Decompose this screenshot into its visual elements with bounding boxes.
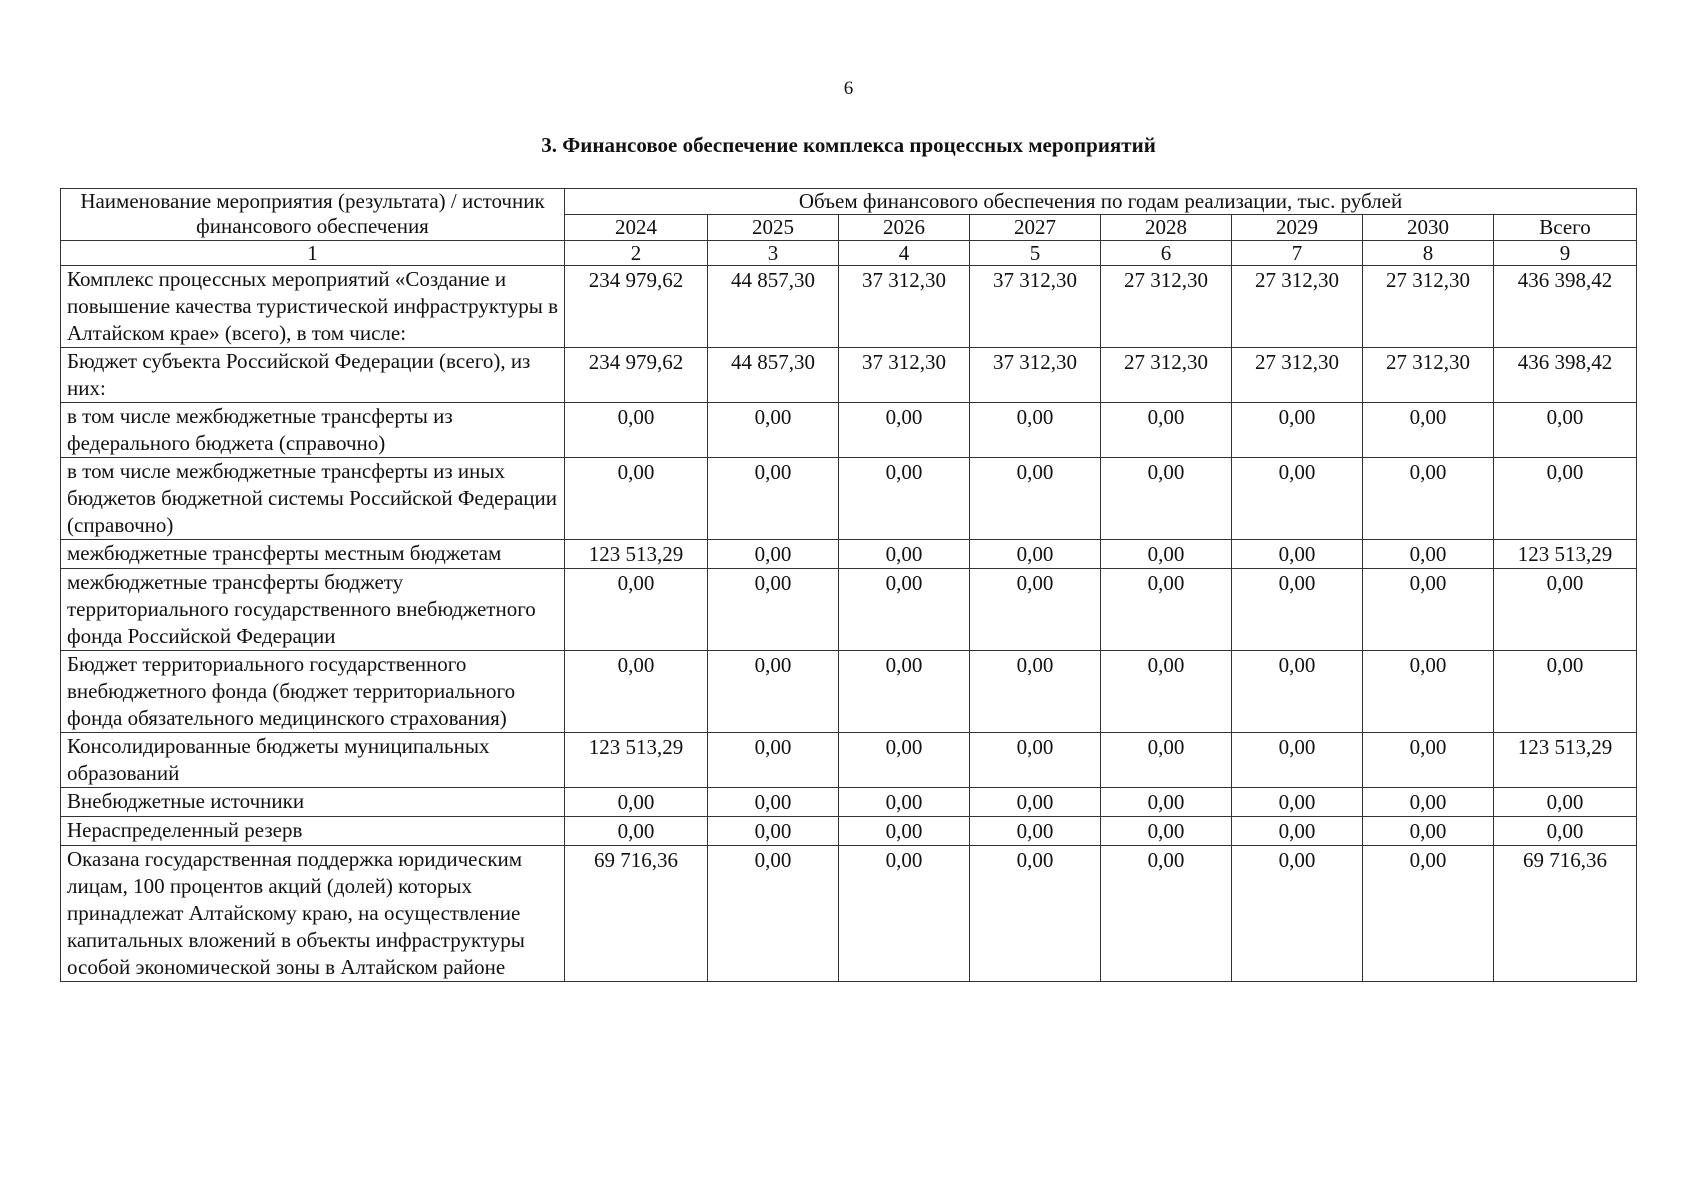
financing-table [60, 188, 1637, 982]
column-number-row [61, 241, 1637, 266]
row-value: 0,00 [1232, 569, 1363, 651]
row-value: 0,00 [565, 569, 708, 651]
column-number: 2 [565, 241, 708, 266]
row-value: 0,00 [1101, 733, 1232, 788]
row-total: 0,00 [1494, 458, 1637, 540]
row-value: 44 857,30 [708, 266, 839, 348]
row-value: 0,00 [1363, 458, 1494, 540]
row-value: 27 312,30 [1232, 348, 1363, 403]
column-number: 4 [839, 241, 970, 266]
row-value: 0,00 [1363, 569, 1494, 651]
row-value: 0,00 [839, 458, 970, 540]
row-total: 123 513,29 [1494, 733, 1637, 788]
row-value: 0,00 [565, 651, 708, 733]
header-year: 2024 [565, 215, 708, 241]
header-year: 2027 [970, 215, 1101, 241]
column-number: 6 [1101, 241, 1232, 266]
table-row [61, 788, 1637, 817]
row-name: межбюджетные трансферты бюджету территориального государственного внебюджетного фонда Российской Федерации [61, 569, 565, 651]
row-value: 0,00 [1232, 817, 1363, 846]
row-value: 27 312,30 [1363, 348, 1494, 403]
row-value: 0,00 [839, 846, 970, 982]
row-value: 123 513,29 [565, 540, 708, 569]
row-value: 0,00 [1101, 846, 1232, 982]
row-value: 234 979,62 [565, 348, 708, 403]
row-value: 0,00 [1232, 733, 1363, 788]
row-value: 0,00 [970, 651, 1101, 733]
column-number: 1 [61, 241, 565, 266]
row-value: 44 857,30 [708, 348, 839, 403]
row-value: 0,00 [970, 569, 1101, 651]
row-value: 37 312,30 [839, 266, 970, 348]
table-row [61, 540, 1637, 569]
row-value: 0,00 [970, 403, 1101, 458]
row-value: 27 312,30 [1101, 266, 1232, 348]
table-row [61, 846, 1637, 982]
row-value: 0,00 [1363, 788, 1494, 817]
row-value: 0,00 [708, 651, 839, 733]
row-value: 0,00 [565, 788, 708, 817]
row-value: 0,00 [839, 651, 970, 733]
row-value: 0,00 [1101, 540, 1232, 569]
row-value: 0,00 [1232, 458, 1363, 540]
header-year: 2026 [839, 215, 970, 241]
header-year: 2028 [1101, 215, 1232, 241]
row-value: 0,00 [970, 846, 1101, 982]
row-value: 0,00 [1363, 403, 1494, 458]
row-name: Комплекс процессных мероприятий «Создание и повышение качества туристической инфраструктуры в Алтайском крае» (всего), в том числе: [61, 266, 565, 348]
row-value: 0,00 [1363, 651, 1494, 733]
table-row [61, 651, 1637, 733]
table-row [61, 458, 1637, 540]
row-value: 0,00 [1232, 403, 1363, 458]
row-total: 0,00 [1494, 651, 1637, 733]
row-value: 0,00 [839, 540, 970, 569]
table-row [61, 569, 1637, 651]
header-name-cell: Наименование мероприятия (результата) / источник финансового обеспечения [61, 189, 565, 241]
row-value: 0,00 [1232, 540, 1363, 569]
column-number: 5 [970, 241, 1101, 266]
row-name: Консолидированные бюджеты муниципальных образований [61, 733, 565, 788]
row-value: 27 312,30 [1101, 348, 1232, 403]
row-value: 0,00 [1363, 846, 1494, 982]
row-value: 234 979,62 [565, 266, 708, 348]
row-value: 123 513,29 [565, 733, 708, 788]
row-value: 0,00 [1232, 846, 1363, 982]
row-value: 37 312,30 [839, 348, 970, 403]
row-name: Бюджет территориального государственного внебюджетного фонда (бюджет территориального фонда обязательного медицинского страхования) [61, 651, 565, 733]
row-value: 0,00 [1101, 817, 1232, 846]
table-body [61, 266, 1637, 982]
row-value: 0,00 [708, 458, 839, 540]
row-value: 0,00 [970, 540, 1101, 569]
row-value: 0,00 [1363, 733, 1494, 788]
column-number: 7 [1232, 241, 1363, 266]
column-number: 3 [708, 241, 839, 266]
row-total: 0,00 [1494, 403, 1637, 458]
row-value: 0,00 [1101, 569, 1232, 651]
row-value: 0,00 [1232, 788, 1363, 817]
row-total: 0,00 [1494, 817, 1637, 846]
header-total: Всего [1494, 215, 1637, 241]
row-value: 0,00 [565, 458, 708, 540]
row-total: 0,00 [1494, 569, 1637, 651]
row-value: 0,00 [1363, 817, 1494, 846]
row-value: 0,00 [970, 733, 1101, 788]
row-total: 436 398,42 [1494, 266, 1637, 348]
header-year: 2025 [708, 215, 839, 241]
row-value: 0,00 [839, 403, 970, 458]
row-value: 0,00 [1101, 403, 1232, 458]
header-volume-cell: Объем финансового обеспечения по годам реализации, тыс. рублей [565, 189, 1637, 215]
row-value: 0,00 [708, 817, 839, 846]
row-value: 27 312,30 [1363, 266, 1494, 348]
row-value: 0,00 [1232, 651, 1363, 733]
row-value: 0,00 [708, 733, 839, 788]
row-value: 0,00 [1101, 458, 1232, 540]
row-value: 0,00 [708, 403, 839, 458]
table-row [61, 403, 1637, 458]
row-total: 69 716,36 [1494, 846, 1637, 982]
row-total: 436 398,42 [1494, 348, 1637, 403]
row-value: 27 312,30 [1232, 266, 1363, 348]
row-name: Бюджет субъекта Российской Федерации (всего), из них: [61, 348, 565, 403]
row-value: 0,00 [839, 569, 970, 651]
row-value: 0,00 [1101, 788, 1232, 817]
header-year: 2030 [1363, 215, 1494, 241]
row-value: 0,00 [970, 817, 1101, 846]
header-year: 2029 [1232, 215, 1363, 241]
row-name: Нераспределенный резерв [61, 817, 565, 846]
row-value: 0,00 [708, 540, 839, 569]
row-value: 0,00 [839, 817, 970, 846]
row-value: 69 716,36 [565, 846, 708, 982]
row-value: 0,00 [839, 733, 970, 788]
row-value: 0,00 [708, 788, 839, 817]
row-value: 0,00 [1101, 651, 1232, 733]
row-value: 0,00 [708, 846, 839, 982]
table-row [61, 348, 1637, 403]
row-value: 0,00 [565, 817, 708, 846]
row-total: 123 513,29 [1494, 540, 1637, 569]
row-name: Оказана государственная поддержка юридическим лицам, 100 процентов акций (долей) которых принадлежат Алтайскому краю, на осуществление капитальных вложений в объекты инфраструктуры особой экономической зоны в Алтайском районе [61, 846, 565, 982]
row-value: 37 312,30 [970, 266, 1101, 348]
row-value: 0,00 [839, 788, 970, 817]
row-value: 0,00 [708, 569, 839, 651]
row-name: в том числе межбюджетные трансферты из федерального бюджета (справочно) [61, 403, 565, 458]
table-row [61, 733, 1637, 788]
section-title: 3. Финансовое обеспечение комплекса процессных мероприятий [541, 133, 1156, 157]
row-name: Внебюджетные источники [61, 788, 565, 817]
table-row [61, 817, 1637, 846]
row-value: 0,00 [565, 403, 708, 458]
row-value: 0,00 [970, 788, 1101, 817]
row-total: 0,00 [1494, 788, 1637, 817]
row-value: 0,00 [970, 458, 1101, 540]
row-name: в том числе межбюджетные трансферты из иных бюджетов бюджетной системы Российской Федерации (справочно) [61, 458, 565, 540]
page-number: 6 [843, 78, 854, 99]
header-row-1 [61, 189, 1637, 215]
row-value: 0,00 [1363, 540, 1494, 569]
column-number: 9 [1494, 241, 1637, 266]
row-name: межбюджетные трансферты местным бюджетам [61, 540, 565, 569]
row-value: 37 312,30 [970, 348, 1101, 403]
table-row [61, 266, 1637, 348]
column-number: 8 [1363, 241, 1494, 266]
